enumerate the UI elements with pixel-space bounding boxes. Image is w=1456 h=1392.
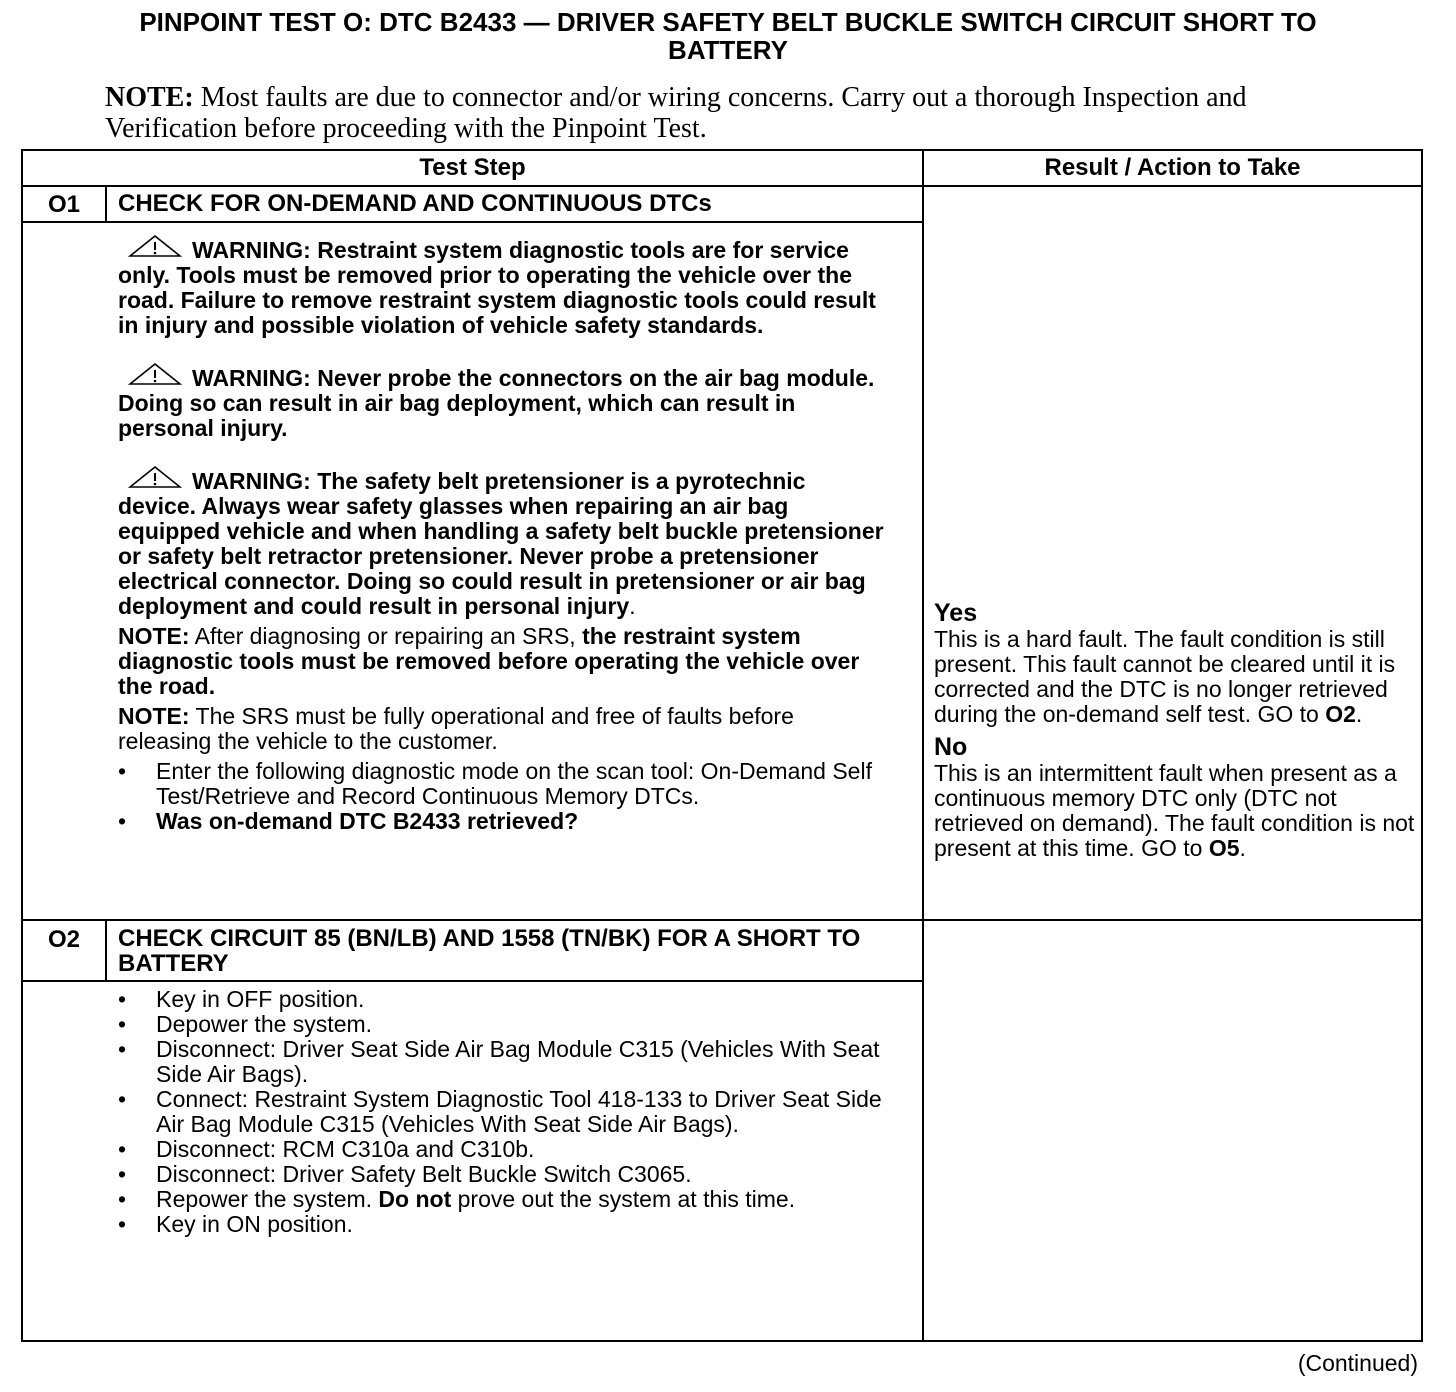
warning-pretensioner: [118, 466, 888, 619]
warning-triangle-icon: [128, 466, 182, 488]
warning-triangle-icon: [128, 363, 182, 385]
step-number-o2: O2: [47, 926, 80, 953]
list-item-question: Was on-demand DTC B2433 retrieved?: [156, 808, 579, 834]
step-number-o1: O1: [47, 191, 80, 218]
intro-note-label: NOTE:: [105, 82, 194, 113]
result-yes-body: This is a hard fault. The fault condition is still present. This fault cannot be cleared until it is corrected and the DTC is no longer retrieved during the on-demand self test. GO to: [934, 626, 1396, 727]
result-no-label: No: [934, 733, 968, 761]
list-item: • Key in ON position.: [118, 1212, 888, 1237]
header-result-action: Result / Action to Take: [1044, 154, 1301, 181]
result-no-body: This is an intermittent fault when present as a continuous memory DTC only (DTC not retrieved on demand). The fault condition is not present at this time. GO to: [934, 760, 1415, 861]
o1-bullet-list: [118, 759, 888, 834]
header-divider: [23, 185, 1421, 187]
warning-tools-removal: [118, 235, 888, 338]
page-title: [0, 8, 1456, 64]
result-no-end: .: [1239, 835, 1246, 861]
list-item: [118, 809, 888, 834]
result-yes-goto: O2: [1325, 701, 1356, 727]
step-number-divider-o1: [105, 187, 107, 222]
list-item: • Disconnect: Driver Safety Belt Buckle Switch C3065.: [118, 1162, 888, 1187]
list-item: [118, 1187, 888, 1212]
continued-label: (Continued): [1297, 1350, 1418, 1376]
o1-title-divider: [23, 221, 922, 223]
row-divider-o1-o2: [23, 919, 1421, 921]
note-bold-text: the restraint system diagnostic tools must be removed before operating the vehicle over the road.: [118, 623, 860, 699]
note-text: After diagnosing or repairing an SRS,: [189, 623, 583, 649]
result-no-goto: O5: [1208, 835, 1240, 861]
bullet-text: Repower the system.: [156, 1186, 379, 1212]
intro-note-text: Most faults are due to connector and/or wiring concerns. Carry out a thorough Inspection and Verification before proceeding with the Pinpoint Test.: [105, 82, 1247, 144]
o2-title-divider: [23, 980, 922, 982]
pinpoint-test-table: [21, 149, 1423, 1342]
list-item: • Disconnect: Driver Seat Side Air Bag Module C315 (Vehicles With Seat Side Air Bags).: [118, 1037, 888, 1087]
intro-note: [105, 82, 1255, 144]
title-line-2: BATTERY: [668, 35, 788, 65]
list-item: • Connect: Restraint System Diagnostic Tool 418-133 to Driver Seat Side Air Bag Module C315 (Vehicles With Seat Side Air Bags).: [118, 1087, 888, 1137]
warning-text-2: WARNING: Never probe the connectors on the air bag module. Doing so can result in air bag deployment, which can result in personal injury.: [118, 365, 875, 441]
warning-text-3-end: .: [629, 593, 636, 619]
warning-text-1: WARNING: Restraint system diagnostic tools are for service only. Tools must be removed prior to operating the vehicle over the road. Failure to remove restraint system diagnostic tools could result in injury and possible violation of vehicle safety standards.: [118, 237, 876, 338]
title-line-1: PINPOINT TEST O: DTC B2433 — DRIVER SAFETY BELT BUCKLE SWITCH CIRCUIT SHORT TO: [139, 7, 1317, 37]
step-number-divider-o2: [105, 921, 107, 980]
list-item: • Depower the system.: [118, 1012, 888, 1037]
o2-bullet-list: [118, 987, 888, 1237]
column-divider: [922, 151, 924, 1340]
warning-triangle-icon: [128, 235, 182, 257]
result-o1: [934, 600, 1418, 861]
bullet-text: prove out the system at this time.: [451, 1186, 796, 1212]
note-srs-operational: [118, 704, 888, 754]
step-body-o2: [118, 987, 888, 1237]
note-text: The SRS must be fully operational and free of faults before releasing the vehicle to the customer.: [118, 703, 794, 754]
note-label: NOTE:: [118, 623, 190, 649]
note-label: NOTE:: [118, 703, 190, 729]
list-item: • Disconnect: RCM C310a and C310b.: [118, 1137, 888, 1162]
step-title-o1: CHECK FOR ON-DEMAND AND CONTINUOUS DTCs: [118, 190, 712, 217]
warning-probe-connectors: [118, 363, 888, 441]
result-no-text: [934, 761, 1418, 861]
step-body-o1: [118, 235, 888, 834]
note-restraint-tools: [118, 624, 888, 699]
list-item: • Enter the following diagnostic mode on the scan tool: On-Demand Self Test/Retrieve and Record Continuous Memory DTCs.: [118, 759, 888, 809]
step-title-o2: CHECK CIRCUIT 85 (BN/LB) AND 1558 (TN/BK) FOR A SHORT TO BATTERY: [118, 925, 861, 977]
header-test-step: Test Step: [419, 154, 526, 181]
result-yes-label: Yes: [934, 599, 978, 627]
bullet-bold-text: Do not: [378, 1186, 452, 1212]
result-yes-text: [934, 627, 1418, 727]
warning-text-3: WARNING: The safety belt pretensioner is a pyrotechnic device. Always wear safety glasses when repairing an air bag equipped vehicle and when handling a safety belt buckle pretensioner or safety belt retractor pretensioner. Never probe a pretensioner electrical connector. Doing so could result in pretensioner or air bag deployment and could result in personal injury: [118, 468, 884, 619]
result-yes-end: .: [1355, 701, 1363, 727]
list-item: • Key in OFF position.: [118, 987, 888, 1012]
